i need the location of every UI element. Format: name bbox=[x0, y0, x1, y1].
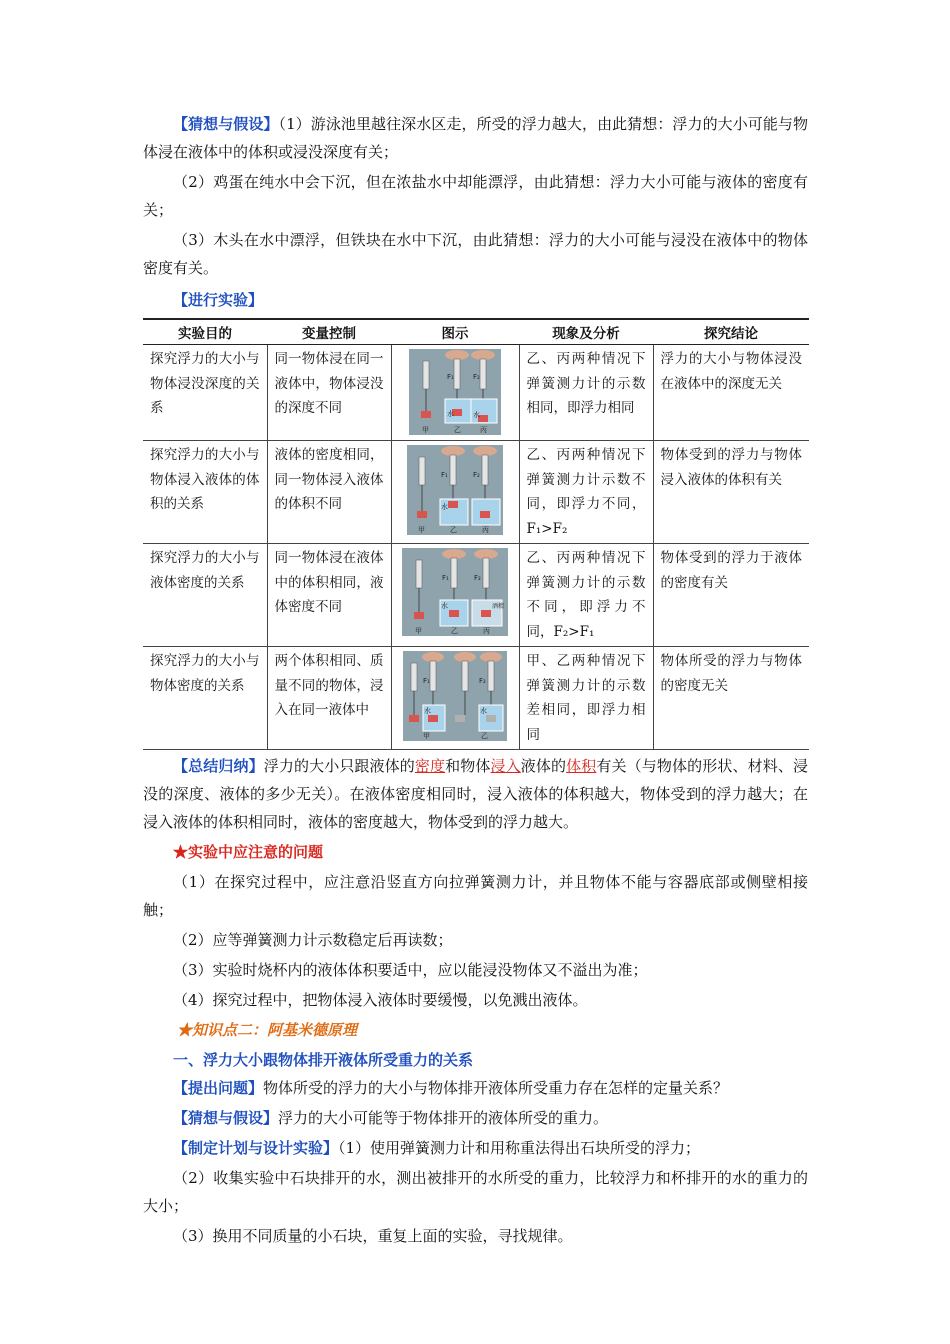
water-label: 水 bbox=[447, 410, 454, 418]
bing-label: 丙 bbox=[483, 627, 490, 635]
experiment-heading-line bbox=[143, 286, 808, 314]
conclusion-cell: 物体受到的浮力于液体的密度有关 bbox=[653, 544, 809, 647]
figure-cell bbox=[391, 441, 519, 544]
yi-label: 乙 bbox=[451, 627, 458, 635]
jia-label: 甲 bbox=[422, 426, 429, 434]
jia-label: 甲 bbox=[415, 627, 422, 635]
control-cell: 同一物体浸在液体中的体积相同，液体密度不同 bbox=[267, 544, 391, 647]
f1-label: F₁ bbox=[441, 471, 448, 479]
question-line: 【提出问题】物体所受的浮力的大小与物体排开液体所受重力存在怎样的定量关系？ bbox=[173, 1079, 729, 1097]
volume-experiment-image bbox=[407, 445, 503, 535]
analysis-cell: 甲、乙两种情况下弹簧测力计的示数差相同，即浮力相同 bbox=[519, 647, 653, 750]
hypothesis-item-3: （3）木头在水中漂浮，但铁块在水中下沉，由此猜想：浮力的大小可能与浸没在液体中的物体密度有关。 bbox=[143, 231, 808, 277]
figure-cell bbox=[391, 345, 519, 441]
plan-line: 【制定计划与设计实验】（1）使用弹簧测力计和用称重法得出石块所受的浮力； bbox=[173, 1139, 701, 1157]
table-row bbox=[143, 441, 809, 544]
section-title-line bbox=[143, 1046, 808, 1074]
water-label: 水 bbox=[441, 503, 448, 511]
column-header: 图示 bbox=[391, 319, 519, 345]
f1-label: F₁ bbox=[447, 373, 454, 381]
question-heading: 【提出问题】 bbox=[173, 1079, 264, 1097]
analysis-cell: 乙、丙两种情况下弹簧测力计的示数相同，即浮力相同 bbox=[519, 345, 653, 441]
note-item: （1）在探究过程中，应注意沿竖直方向拉弹簧测力计，并且物体不能与容器底部或侧壁相接触； bbox=[143, 873, 808, 919]
notes-heading: ★实验中应注意的问题 bbox=[173, 843, 324, 861]
knowledge-point-title: ★知识点二：阿基米德原理 bbox=[177, 1021, 358, 1039]
depth-experiment-image bbox=[409, 349, 501, 435]
jia-label: 甲 bbox=[418, 526, 425, 534]
column-header: 探究结论 bbox=[653, 319, 809, 345]
table-row bbox=[143, 647, 809, 750]
f1-label: F₁ bbox=[442, 574, 449, 582]
jia-label: 甲 bbox=[423, 732, 430, 740]
f2-label: F₂ bbox=[474, 574, 481, 582]
note-item: （4）探究过程中，把物体浸入液体时要缓慢，以免溅出液体。 bbox=[173, 991, 588, 1009]
section-title: 一、浮力大小跟物体排开液体所受重力的关系 bbox=[173, 1051, 474, 1069]
figure-cell bbox=[391, 544, 519, 647]
hypothesis-item-1: 【猜想与假设】（1）游泳池里越往深水区走，所受的浮力越大，由此猜想：浮力的大小可能与物体浸在液体中的体积或浸没深度有关； bbox=[143, 115, 808, 161]
note-item: （3）实验时烧杯内的液体体积要适中，应以能浸没物体又不溢出为准； bbox=[173, 961, 648, 979]
yi-label: 乙 bbox=[481, 732, 488, 740]
plan-item: （3）换用不同质量的小石块，重复上面的实验，寻找规律。 bbox=[173, 1227, 573, 1245]
hypothesis-heading: 【猜想与假设】 bbox=[173, 115, 279, 133]
document-page bbox=[143, 110, 808, 1250]
guess-heading: 【猜想与假设】 bbox=[173, 1109, 279, 1127]
purpose-cell: 探究浮力的大小与物体浸没深度的关系 bbox=[143, 345, 267, 441]
water-label: 水 bbox=[424, 707, 431, 715]
analysis-cell: 乙、丙两种情况下弹簧测力计的示数不同，即浮力不同，F₂>F₁ bbox=[519, 544, 653, 647]
keyword-density: 密度 bbox=[414, 757, 446, 775]
conclusion-cell: 物体受到的浮力与物体浸入液体的体积有关 bbox=[653, 441, 809, 544]
bing-label: 丙 bbox=[482, 526, 489, 534]
conclusion-cell: 浮力的大小与物体浸没在液体中的深度无关 bbox=[653, 345, 809, 441]
plan-heading: 【制定计划与设计实验】 bbox=[173, 1139, 339, 1157]
column-header: 实验目的 bbox=[143, 319, 267, 345]
analysis-cell: 乙、丙两种情况下弹簧测力计示数不同，即浮力不同，F₁>F₂ bbox=[519, 441, 653, 544]
f2-label: F₂ bbox=[479, 677, 486, 685]
plan-item: （2）收集实验中石块排开的水，测出被排开的水所受的重力，比较浮力和杯排开的水的重力的大小； bbox=[143, 1169, 808, 1215]
purpose-cell: 探究浮力的大小与物体密度的关系 bbox=[143, 647, 267, 750]
control-cell: 两个体积相同、质量不同的物体，浸入在同一液体中 bbox=[267, 647, 391, 750]
water-label: 水 bbox=[473, 411, 480, 419]
alcohol-label: 酒精 bbox=[492, 603, 505, 610]
bing-label: 丙 bbox=[480, 426, 487, 434]
f2-label: F₂ bbox=[473, 471, 480, 479]
density-experiment-image bbox=[402, 548, 508, 636]
purpose-cell: 探究浮力的大小与液体密度的关系 bbox=[143, 544, 267, 647]
table-header-row bbox=[143, 319, 809, 345]
f2-label: F₂ bbox=[473, 373, 480, 381]
guess-line: 【猜想与假设】浮力的大小可能等于物体排开的液体所受的重力。 bbox=[173, 1109, 609, 1127]
water-label: 水 bbox=[480, 707, 487, 715]
keyword-immerse: 浸入 bbox=[490, 757, 521, 775]
knowledge-point-title-line bbox=[143, 1016, 808, 1044]
control-cell: 液体的密度相同，同一物体浸入液体的体积不同 bbox=[267, 441, 391, 544]
hypothesis-item-2: （2）鸡蛋在纯水中会下沉，但在浓盐水中却能漂浮，由此猜想：浮力大小可能与液体的密度有关； bbox=[143, 173, 808, 219]
control-cell: 同一物体浸在同一液体中，物体浸没的深度不同 bbox=[267, 345, 391, 441]
object-density-experiment-image bbox=[403, 651, 507, 741]
column-header: 变量控制 bbox=[267, 319, 391, 345]
summary-paragraph: 【总结归纳】浮力的大小只跟液体的密度和物体浸入液体的体积有关（与物体的形状、材料、浸没的深度、液体的多少无关）。在液体密度相同时，浸入液体的体积越大，物体受到的浮力越大；在浸入液体的体积相同时，液体的密度越大，物体受到的浮力越大。 bbox=[143, 757, 808, 831]
experiment-table bbox=[143, 318, 809, 750]
summary-heading: 【总结归纳】 bbox=[173, 757, 264, 775]
column-header: 现象及分析 bbox=[519, 319, 653, 345]
f1-label: F₁ bbox=[423, 677, 430, 685]
water-label: 水 bbox=[441, 602, 448, 610]
purpose-cell: 探究浮力的大小与物体浸入液体的体积的关系 bbox=[143, 441, 267, 544]
table-row bbox=[143, 544, 809, 647]
table-row bbox=[143, 345, 809, 441]
experiment-heading: 【进行实验】 bbox=[173, 291, 264, 309]
yi-label: 乙 bbox=[454, 426, 461, 434]
note-item: （2）应等弹簧测力计示数稳定后再读数； bbox=[173, 931, 453, 949]
conclusion-cell: 物体所受的浮力与物体的密度无关 bbox=[653, 647, 809, 750]
notes-heading-line bbox=[143, 838, 808, 866]
yi-label: 乙 bbox=[450, 526, 457, 534]
keyword-volume: 体积 bbox=[566, 757, 597, 775]
figure-cell bbox=[391, 647, 519, 750]
